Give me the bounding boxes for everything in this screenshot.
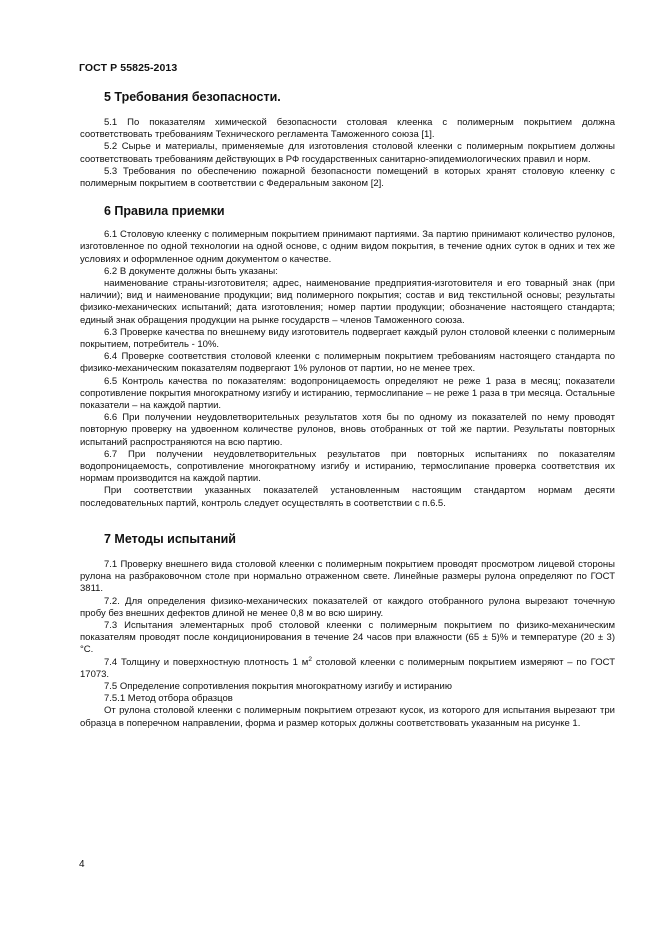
section-title: 5 Требования безопасности. [104,90,281,104]
paragraph: 7.3 Испытания элементарных проб столовой клеенки с полимерным покрытием по физико-механическим показателям проводят после кондиционирования в течение 24 часов при влажности (65 ± 5)% и температуре (20 ± 3) °С. [80,619,615,656]
paragraph: 5.2 Сырье и материалы, применяемые для изготовления столовой клеенки с полимерным покрытием должны соответствовать требованиям действующих в РФ государственных санитарно-эпидемиологических правил и норм. [80,141,615,165]
paragraph: 6.5 Контроль качества по показателям: водопроницаемость определяют не реже 1 раза в месяц; показатели сопротивление покрытия многократному изгибу и истиранию, термослипание – не реже 1 раза в три месяца. Остальные показатели – на каждой партии. [80,375,615,412]
paragraph: 6.6 При получении неудовлетворительных результатов хотя бы по одному из показателей по нему проводят повторную проверку на удвоенном количестве рулонов, вновь отобранных от той же партии. Результаты повторных испытаний распространяются на всю партию. [80,412,615,448]
section-title: 7 Методы испытаний [104,531,236,546]
paragraph: 6.4 Проверке соответствия столовой клеенки с полимерным покрытием требованиям настоящего стандарта по физико-механическим показателям подвергают 1% рулонов от партии, но не менее трех. [80,351,615,375]
document-header: ГОСТ Р 55825-2013 [79,62,178,74]
paragraph: 6.1 Столовую клеенку с полимерным покрытием принимают партиями. За партию принимают количество рулонов, изготовленное по одной технологии на одной основе, с одним видом покрытия, в течение одних суток в одних и тех же условиях и оформленное одним документом о качестве. [80,229,615,265]
paragraph: наименование страны-изготовителя; адрес, наименование предприятия-изготовителя и его товарный знак (при наличии); вид и наименование продукции; вид полимерного покрытия; состав и вид текстильной основы; результаты физико-механических испытаний; дата изготовления; номер партии продукции; обозначение настоящего стандарта; единый знак обращения продукции на рынке государств – членов Таможенного союза. [80,278,615,326]
page-number: 4 [79,859,85,870]
paragraph [80,657,615,681]
paragraph: 7.2. Для определения физико-механических показателей от каждого отобранного рулона вырезают точечную пробу без внешних дефектов длиной не менее 0,8 м во всю ширину. [80,595,615,619]
text-run: столовой клеенки с полимерным покрытием измеряют – по ГОСТ 17073. [80,656,616,680]
paragraph: 7.5 Определение сопротивления покрытия многократному изгибу и истиранию [104,680,452,692]
paragraph: 6.7 При получении неудовлетворительных результатов при повторных испытаниях по показателям водопроницаемость, сопротивление многократному изгибу и истиранию, термослипание проверка соответствия их нормам производится на каждой партии. [80,448,615,485]
paragraph: 6.2 В документе должны быть указаны: [104,265,278,277]
paragraph: 6.3 Проверке качества по внешнему виду изготовитель подвергает каждый рулон столовой клеенки с полимерным покрытием, потребитель - 10%. [80,326,615,351]
paragraph: При соответствии указанных показателей установленным настоящим стандартом нормам десяти последовательных партий, контроль следует осуществлять в соответствии с п.6.5. [80,485,615,509]
paragraph: 5.1 По показателям химической безопасности столовая клеенка с полимерным покрытием должна соответствовать требованиям Технического регламента Таможенного союза [1]. [80,117,615,141]
superscript: 2 [308,655,312,663]
document-body [80,88,615,730]
paragraph: 7.1 Проверку внешнего вида столовой клеенки с полимерным покрытием проводят просмотром лицевой стороны рулона на разбраковочном столе при нормально отраженном свете. Линейные размеры рулона определяют по ГОСТ 3811. [80,558,615,595]
paragraph: 5.3 Требования по обеспечению пожарной безопасности помещений в которых хранят столовую клеенку с полимерным покрытием в соответствии с Федеральным законом [2]. [80,165,615,190]
paragraph: От рулона столовой клеенки с полимерным покрытием отрезают кусок, из которого для испытания вырезают три образца в поперечном направлении, форма и размер которых должны соответствовать указанным на рисунке 1. [80,705,615,729]
section-title: 6 Правила приемки [104,204,225,219]
text-run: 7.4 Толщину и поверхностную плотность 1 м [104,656,309,668]
paragraph: 7.5.1 Метод отбора образцов [104,693,233,705]
